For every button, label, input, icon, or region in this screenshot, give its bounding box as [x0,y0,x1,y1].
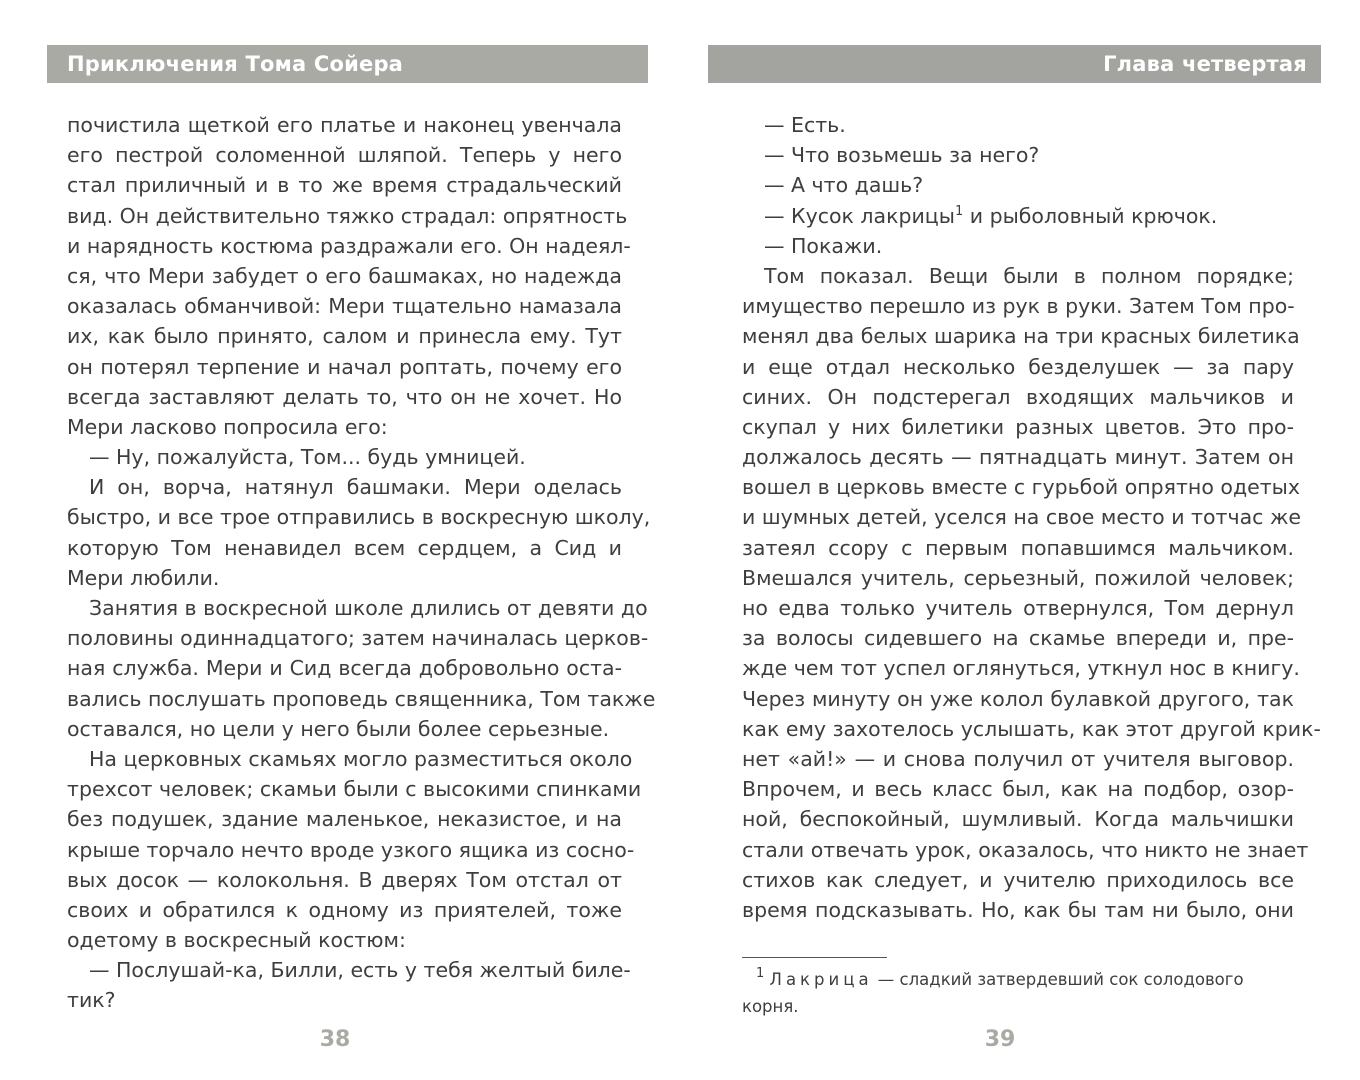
text-line: и нарядность костюма раздражали его. Он надеял- [67,233,631,258]
text-line: нет «ай!» — и снова получил от учителя выговор. [742,746,1294,771]
text-line: быстро, и все трое отправились в воскресную школу, [67,505,651,530]
text-line: вых досок — колокольня. В дверях Том отстал от [67,867,622,892]
text-line: его пестрой соломенной шляпой. Теперь у него [67,143,622,168]
text-line: оставался, но цели у него были более серьезные. [67,716,610,741]
footnote-reference[interactable]: 1 [954,203,964,219]
dialog-line: — Покажи. [764,233,883,258]
dialog-line: — А что дашь? [764,173,924,198]
text-line: жде чем тот успел оглянуться, уткнул нос в книгу. [742,656,1300,681]
text-line: Мери любили. [67,565,220,590]
text-line: он потерял терпение и начал роптать, почему его [67,354,622,379]
text-line: оказалась обманчивой: Мери тщательно намазала [67,294,622,319]
text-line: всегда заставляют делать то, что он не хочет. Но [67,384,622,409]
footnote-divider [742,957,887,958]
text-line: стал приличный и в то же время страдальческий [67,173,622,198]
text-line: вошел в церковь вместе с гурьбой опрятно одетых [742,475,1300,500]
text-line: время подсказывать. Но, как бы там ни было, они [742,897,1294,922]
text-line: крыше торчало нечто вроде узкого ящика из сосно- [67,837,635,862]
dialog-line: — Ну, пожалуйста, Том... будь умницей. [89,445,526,470]
footnote [742,966,1294,1020]
text-line: одетому в воскресный костюм: [67,928,406,953]
text-line: как ему захотелось услышать, как этот другой крик- [742,716,1321,741]
text-line: почистила щеткой его платье и наконец увенчала [67,113,622,137]
text-line: менял два белых шарика на три красных билетика [742,324,1300,349]
footnote-line [742,966,1294,993]
text-line: Вмешался учитель, серьезный, пожилой человек; [742,565,1294,590]
text-line: их, как было принято, салом и принесла ему. Тут [67,324,622,349]
text-line: ная служба. Мери и Сид всегда добровольно оста- [67,656,622,681]
running-head-book-title: Приключения Тома Сойера [47,45,648,83]
left-page-body-text [67,110,656,1016]
text-line: Через минуту он уже колол булавкой другого, так [742,686,1294,711]
dialog-line: — Есть. [764,113,846,137]
text-line: и еще отдал несколько безделушек — за пару [742,354,1294,379]
text-line: имущество перешло из рук в руки. Затем Том про- [742,294,1295,319]
dialog-line-with-footnote [742,201,1294,231]
text-line: скупал у них билетики разных цветов. Это про- [742,414,1294,439]
text-line: тик? [67,988,116,1013]
paragraph-start-line: На церковных скамьях могло разместиться около [89,746,633,771]
footnote-line: корня. [742,997,799,1016]
text-line: вид. Он действительно тяжко страдал: опрятность [67,203,628,228]
text-line: половины одиннадцатого; затем начиналась церков- [67,626,649,651]
text-line: трехсот человек; скамьи были с высокими спинками [67,777,642,802]
dialog-text-tail: и рыболовный крючок. [963,203,1218,228]
dialog-line: — Послушай-ка, Билли, есть у тебя желтый биле- [89,958,631,983]
text-line: должалось десять — пятнадцать минут. Затем он [742,445,1294,470]
text-line: затеял ссору с первым попавшимся мальчиком. [742,535,1294,560]
footnote-term: Лакрица [769,970,873,989]
text-line: Впрочем, и весь класс был, как на подбор, озор- [742,777,1294,802]
page-number: 38 [319,1027,351,1052]
paragraph-start-line: Том показал. Вещи были в полном порядке; [764,263,1294,288]
dialog-text: — Кусок лакрицы [764,203,955,228]
right-page [680,0,1360,1080]
right-page-body-text [742,110,1321,925]
dialog-line: — Что возьмешь за него? [764,143,1040,168]
footnote-mark: 1 [756,966,765,981]
text-line: ной, беспокойный, шумливый. Когда мальчишки [742,807,1294,832]
running-head-chapter-title: Глава четвертая [708,45,1321,83]
page-number: 39 [984,1027,1016,1052]
text-line: синих. Он подстерегал входящих мальчиков и [742,384,1294,409]
text-line: стихов как следует, и учителю приходилось все [742,867,1294,892]
footnote-definition: — сладкий затвердевший сок солодового [872,970,1244,989]
paragraph-start-line: Занятия в воскресной школе длились от девяти до [89,596,648,620]
text-line: за волосы сидевшего на скамье впереди и, пре- [742,626,1294,651]
paragraph-start-line: И он, ворча, натянул башмаки. Мери оделась [89,475,622,500]
text-line: своих и обратился к одному из приятелей, тоже [67,897,622,922]
text-line: вались послушать проповедь священника, Том также [67,686,656,711]
text-line: но едва только учитель отвернулся, Том дернул [742,596,1294,620]
text-line: и шумных детей, уселся на свое место и тотчас же [742,505,1302,530]
text-line: без подушек, здание маленькое, неказистое, и на [67,807,622,832]
text-line: ся, что Мери забудет о его башмаках, но надежда [67,263,622,288]
text-line: которую Том ненавидел всем сердцем, а Сид и [67,535,622,560]
text-line: стали отвечать урок, оказалось, что никто не знает [742,837,1309,862]
text-line: Мери ласково попросила его: [67,414,388,439]
